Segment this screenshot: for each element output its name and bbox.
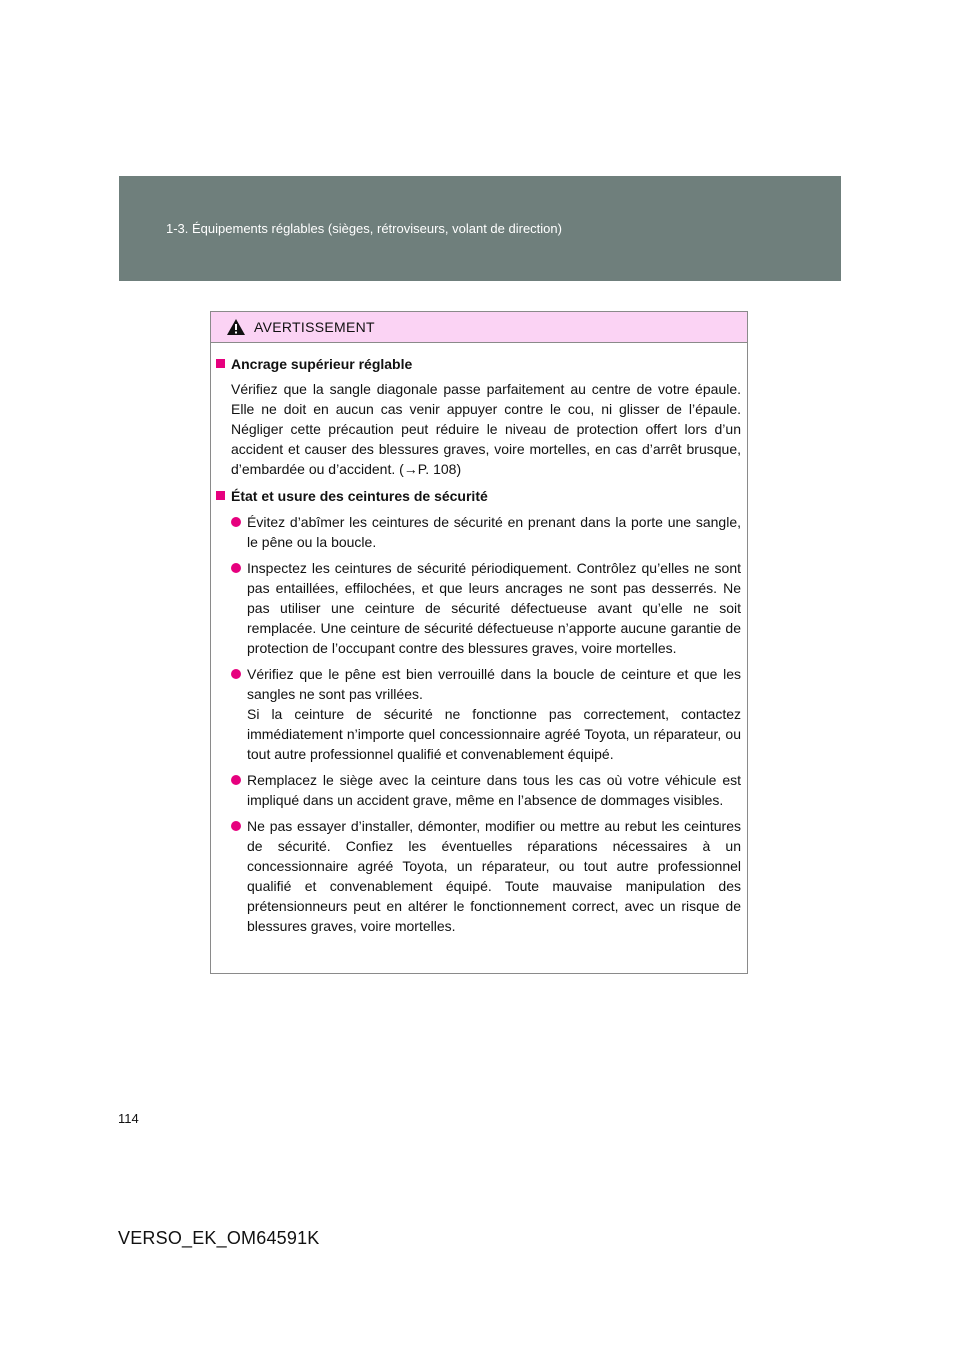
- section-paragraph: Vérifiez que la sangle diagonale passe parfaitement au centre de votre épaule. Elle ne doit en aucun cas venir appuyer contre le cou, ni glisser de l’épaule. Négliger cette précaution peut réduire le niveau de protection offert lors d’un accident et causer des blessures graves, voire mortelles, en cas d’arrêt brusque, d’embardée ou d’accident. (→P. 108): [231, 381, 741, 477]
- section-heading-text: État et usure des ceintures de sécurité: [231, 488, 488, 504]
- round-bullet-icon: [231, 775, 241, 785]
- warning-triangle-icon: [226, 318, 246, 336]
- round-bullet-icon: [231, 821, 241, 831]
- bullet-item: [231, 816, 741, 936]
- chapter-header-band: [119, 176, 841, 281]
- bullet-text-group: [247, 664, 741, 764]
- section-heading-belt-condition: [216, 486, 741, 506]
- bullet-item: [231, 664, 741, 764]
- bullet-text: Ne pas essayer d’installer, démonter, modifier ou mettre au rebut les ceintures de sécurité. Confiez les éventuelles réparations nécessaires à un concessionnaire agréé Toyota, un réparateur, ou tout autre professionnel qualifié et convenablement équipé. Toute mauvaise manipulation des prétensionneurs peut en altérer le fonctionnement correct, avec un risque de blessures graves, voire mortelles.: [247, 818, 741, 934]
- bullet-text: Vérifiez que le pêne est bien verrouillé dans la boucle de ceinture et que les sangles ne sont pas vrillées.: [247, 666, 741, 702]
- page-number: 114: [118, 1111, 139, 1126]
- warning-title: AVERTISSEMENT: [254, 319, 375, 335]
- square-bullet-icon: [216, 359, 225, 368]
- section-heading-anchor: [216, 354, 741, 374]
- warning-box: [210, 311, 748, 974]
- bullet-text: Inspectez les ceintures de sécurité périodiquement. Contrôlez qu’elles ne sont pas entaillées, effilochées, et que leurs ancrages ne sont pas desserrés. Ne pas utiliser une ceinture de sécurité défectueuse avant qu’elle ne soit remplacée. Une ceinture de sécurité défectueuse n’apporte aucune garantie de protection de l’occupant contre des blessures graves, voire mortelles.: [247, 560, 741, 656]
- bullet-text: Remplacez le siège avec la ceinture dans tous les cas où votre véhicule est impliqué dans un accident grave, même en l’absence de dommages visibles.: [247, 772, 741, 808]
- warning-header: [211, 312, 747, 343]
- square-bullet-icon: [216, 491, 225, 500]
- round-bullet-icon: [231, 669, 241, 679]
- bullet-text-continuation: Si la ceinture de sécurité ne fonctionne pas correctement, contactez immédiatement n’importe quel concessionnaire agréé Toyota, un réparateur, ou tout autre professionnel qualifié et convenablement équipé.: [247, 706, 741, 762]
- round-bullet-icon: [231, 517, 241, 527]
- bullet-text: Évitez d’abîmer les ceintures de sécurité en prenant dans la porte une sangle, le pêne ou la boucle.: [247, 514, 741, 550]
- round-bullet-icon: [231, 563, 241, 573]
- bullet-item: [231, 558, 741, 658]
- document-code: VERSO_EK_OM64591K: [118, 1228, 320, 1248]
- bullet-item: [231, 512, 741, 552]
- warning-body: [211, 343, 747, 936]
- section-heading-text: Ancrage supérieur réglable: [231, 356, 413, 372]
- chapter-section-title: 1-3. Équipements réglables (sièges, rétroviseurs, volant de direction): [166, 221, 562, 236]
- bullet-item: [231, 770, 741, 810]
